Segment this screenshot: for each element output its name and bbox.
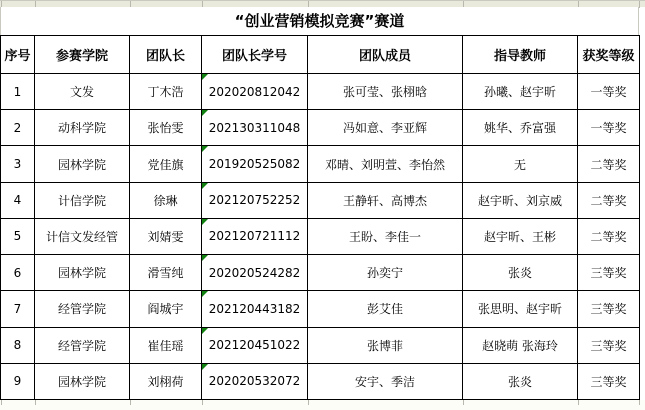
gridline-stub [639, 400, 640, 405]
cell-members[interactable]: 王盼、李佳一 [308, 218, 463, 254]
cell-leader[interactable]: 党佳旗 [130, 146, 202, 182]
number-stored-as-text-indicator-icon [202, 255, 208, 261]
number-stored-as-text-indicator-icon [202, 219, 208, 225]
cell-advisors[interactable]: 张炎 [463, 363, 578, 399]
number-stored-as-text-indicator-icon [202, 110, 208, 116]
cell-index[interactable]: 5 [1, 218, 35, 254]
table-body [1, 74, 640, 400]
cell-award[interactable]: 三等奖 [578, 255, 640, 291]
cell-leader[interactable]: 刘婧雯 [130, 218, 202, 254]
cell-award[interactable]: 三等奖 [578, 291, 640, 327]
cell-members[interactable]: 张可莹、张栩晗 [308, 74, 463, 110]
number-stored-as-text-indicator-icon [202, 74, 208, 80]
cell-advisors[interactable]: 孙曦、赵宇昕 [463, 74, 578, 110]
cell-advisors[interactable]: 赵晓萌 张海玲 [463, 327, 578, 363]
cell-advisors[interactable]: 赵宇昕、王彬 [463, 218, 578, 254]
cell-leader-id[interactable] [202, 327, 308, 363]
header-row [1, 36, 640, 74]
cell-college[interactable]: 园林学院 [35, 146, 130, 182]
cell-leader-id[interactable] [202, 182, 308, 218]
leader-id-text: 202120443182 [208, 301, 301, 316]
cell-index[interactable]: 9 [1, 363, 35, 399]
cell-college[interactable]: 经管学院 [35, 291, 130, 327]
cell-college[interactable]: 经管学院 [35, 327, 130, 363]
gridline-stub [1, 400, 2, 405]
cell-members[interactable]: 孙奕宁 [308, 255, 463, 291]
cell-leader[interactable]: 刘栩荷 [130, 363, 202, 399]
cell-college[interactable]: 计信文发经管 [35, 218, 130, 254]
leader-id-text: 202120721112 [208, 229, 301, 244]
cell-index[interactable]: 6 [1, 255, 35, 291]
table-header [1, 36, 640, 74]
header-cell-award[interactable]: 获奖等级 [578, 36, 640, 74]
gridline-stub [130, 400, 131, 405]
results-table [0, 35, 640, 400]
table-row [1, 291, 640, 327]
cell-index[interactable]: 4 [1, 182, 35, 218]
header-cell-leader[interactable]: 团队长 [130, 36, 202, 74]
cell-award[interactable]: 二等奖 [578, 218, 640, 254]
cell-leader-id[interactable] [202, 146, 308, 182]
table-row [1, 182, 640, 218]
cell-college[interactable]: 园林学院 [35, 363, 130, 399]
header-cell-leader-id[interactable]: 团队长学号 [202, 36, 308, 74]
header-cell-college[interactable]: 参赛学院 [35, 36, 130, 74]
cell-members[interactable]: 冯如意、李亚辉 [308, 110, 463, 146]
header-cell-index[interactable]: 序号 [1, 36, 35, 74]
cell-leader-id[interactable] [202, 74, 308, 110]
cell-leader-id[interactable] [202, 218, 308, 254]
gridline-stub [463, 400, 464, 405]
cell-advisors[interactable]: 无 [463, 146, 578, 182]
cell-leader[interactable]: 滑雪纯 [130, 255, 202, 291]
cell-index[interactable]: 7 [1, 291, 35, 327]
leader-id-text: 202020532072 [208, 374, 301, 389]
table-row [1, 255, 640, 291]
cell-award[interactable]: 一等奖 [578, 110, 640, 146]
leader-id-text: 202130311048 [208, 120, 301, 135]
cell-award[interactable]: 二等奖 [578, 146, 640, 182]
cell-award[interactable]: 三等奖 [578, 363, 640, 399]
header-cell-members[interactable]: 团队成员 [308, 36, 463, 74]
cell-index[interactable]: 2 [1, 110, 35, 146]
cell-leader-id[interactable] [202, 110, 308, 146]
number-stored-as-text-indicator-icon [202, 183, 208, 189]
cell-college[interactable]: 动科学院 [35, 110, 130, 146]
cell-members[interactable]: 安宇、季洁 [308, 363, 463, 399]
cell-leader[interactable]: 丁木浩 [130, 74, 202, 110]
leader-id-text: 202020812042 [208, 84, 301, 99]
table-row [1, 110, 640, 146]
leader-id-text: 202020524282 [208, 265, 301, 280]
cell-index[interactable]: 1 [1, 74, 35, 110]
leader-id-text: 202120752252 [208, 193, 301, 208]
cell-members[interactable]: 王静轩、高博杰 [308, 182, 463, 218]
leader-id-text: 201920525082 [208, 157, 301, 172]
cell-college[interactable]: 园林学院 [35, 255, 130, 291]
table-row [1, 363, 640, 399]
cell-college[interactable]: 文发 [35, 74, 130, 110]
partial-row-below [0, 400, 645, 410]
cell-leader[interactable]: 张怡雯 [130, 110, 202, 146]
table-row [1, 146, 640, 182]
number-stored-as-text-indicator-icon [202, 364, 208, 370]
cell-members[interactable]: 彭艾佳 [308, 291, 463, 327]
number-stored-as-text-indicator-icon [202, 328, 208, 334]
table-row [1, 74, 640, 110]
leader-id-text: 202120451022 [208, 338, 301, 353]
cell-advisors[interactable]: 姚华、乔富强 [463, 110, 578, 146]
header-cell-advisors[interactable]: 指导教师 [463, 36, 578, 74]
cell-award[interactable]: 三等奖 [578, 327, 640, 363]
cell-index[interactable]: 8 [1, 327, 35, 363]
cell-leader-id[interactable] [202, 255, 308, 291]
cell-college[interactable]: 计信学院 [35, 182, 130, 218]
cell-leader[interactable]: 阎城宇 [130, 291, 202, 327]
cell-award[interactable]: 二等奖 [578, 182, 640, 218]
cell-index[interactable]: 3 [1, 146, 35, 182]
gridline-stub [35, 400, 36, 405]
number-stored-as-text-indicator-icon [202, 291, 208, 297]
cell-leader[interactable]: 徐琳 [130, 182, 202, 218]
cell-members[interactable]: 邓晴、刘明萱、李怡然 [308, 146, 463, 182]
sheet-title-cell[interactable]: “创业营销模拟竞赛”赛道 [0, 7, 639, 35]
cell-award[interactable]: 一等奖 [578, 74, 640, 110]
gridline-stub [639, 1, 640, 8]
number-stored-as-text-indicator-icon [202, 146, 208, 152]
cell-leader-id[interactable] [202, 291, 308, 327]
cell-leader[interactable]: 崔佳瑶 [130, 327, 202, 363]
cell-advisors[interactable]: 张炎 [463, 255, 578, 291]
cell-advisors[interactable]: 张思明、赵宇昕 [463, 291, 578, 327]
partial-row-above [0, 0, 645, 7]
gridline-stub [308, 400, 309, 405]
cell-advisors[interactable]: 赵宇昕、刘京威 [463, 182, 578, 218]
gridline-stub [578, 400, 579, 405]
cell-members[interactable]: 张博菲 [308, 327, 463, 363]
table-row [1, 327, 640, 363]
cell-leader-id[interactable] [202, 363, 308, 399]
gridline-stub [202, 400, 203, 405]
table-row [1, 218, 640, 254]
